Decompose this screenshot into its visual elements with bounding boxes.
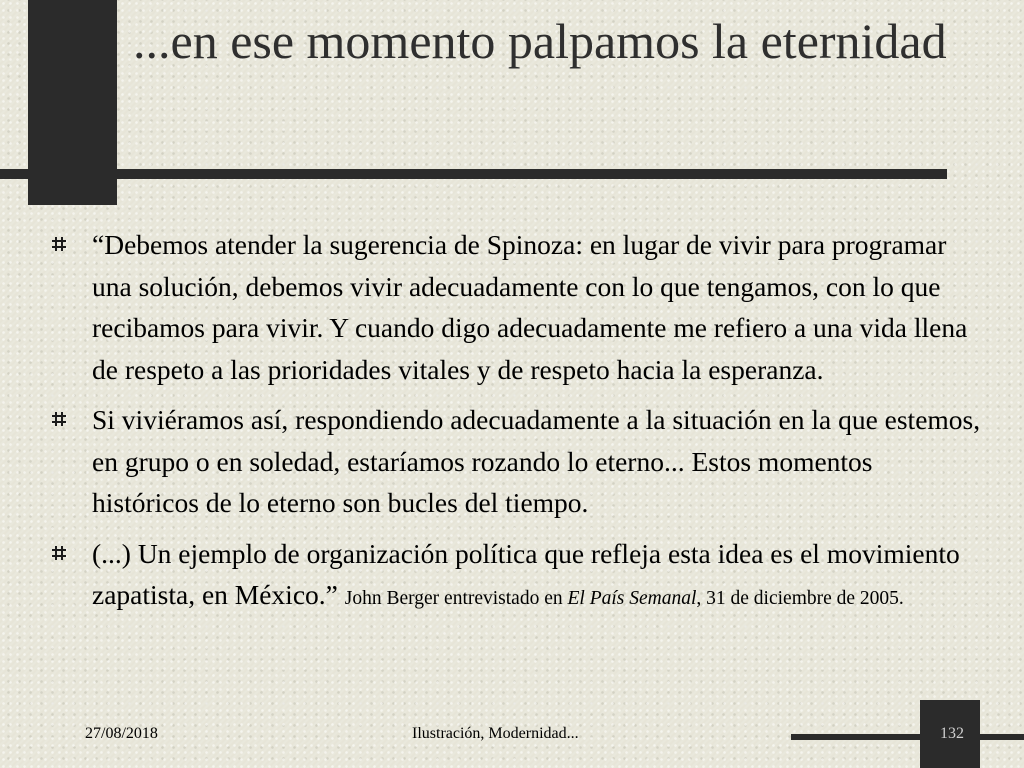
footer-title: Ilustración, Modernidad...	[412, 725, 579, 742]
bullet-item	[52, 399, 982, 524]
bullet-text: (...) Un ejemplo de organización política que refleja esta idea es el movimiento zapatista, en México.”	[92, 537, 960, 610]
page-number: 132	[940, 725, 964, 742]
bullet-text: “Debemos atender la sugerencia de Spinoza: en lugar de vivir para programar una solución, debemos vivir adecuadamente con lo que tengamos, con lo que recibamos para vivir. Y cuando digo adecuadamente me refiero a una vida llena de respeto a las prioridades vitales y de respeto hacia la esperanza.	[92, 229, 968, 385]
title-underline-bar	[0, 169, 947, 179]
citation	[345, 588, 904, 609]
footer-date: 27/08/2018	[85, 725, 158, 742]
hash-bullet-icon	[52, 237, 66, 251]
hash-bullet-icon	[52, 412, 66, 426]
bullet-item	[52, 224, 982, 390]
citation-date: , 31 de diciembre de 2005.	[696, 588, 904, 609]
citation-source: El País Semanal	[567, 588, 697, 609]
slide-footer	[0, 722, 1024, 752]
bullet-text: Si viviéramos así, respondiendo adecuadamente a la situación en la que estemos, en grupo o en soledad, estaríamos rozando lo eterno... Estos momentos históricos de lo eterno son bucles del tiempo.	[92, 404, 981, 518]
citation-author: John Berger entrevistado en	[344, 588, 563, 609]
slide-title: ...en ese momento palpamos la eternidad	[133, 13, 947, 69]
hash-bullet-icon	[52, 546, 66, 560]
footer-accent-line	[791, 734, 1024, 740]
bullet-list	[52, 224, 982, 629]
bullet-item	[52, 533, 982, 620]
